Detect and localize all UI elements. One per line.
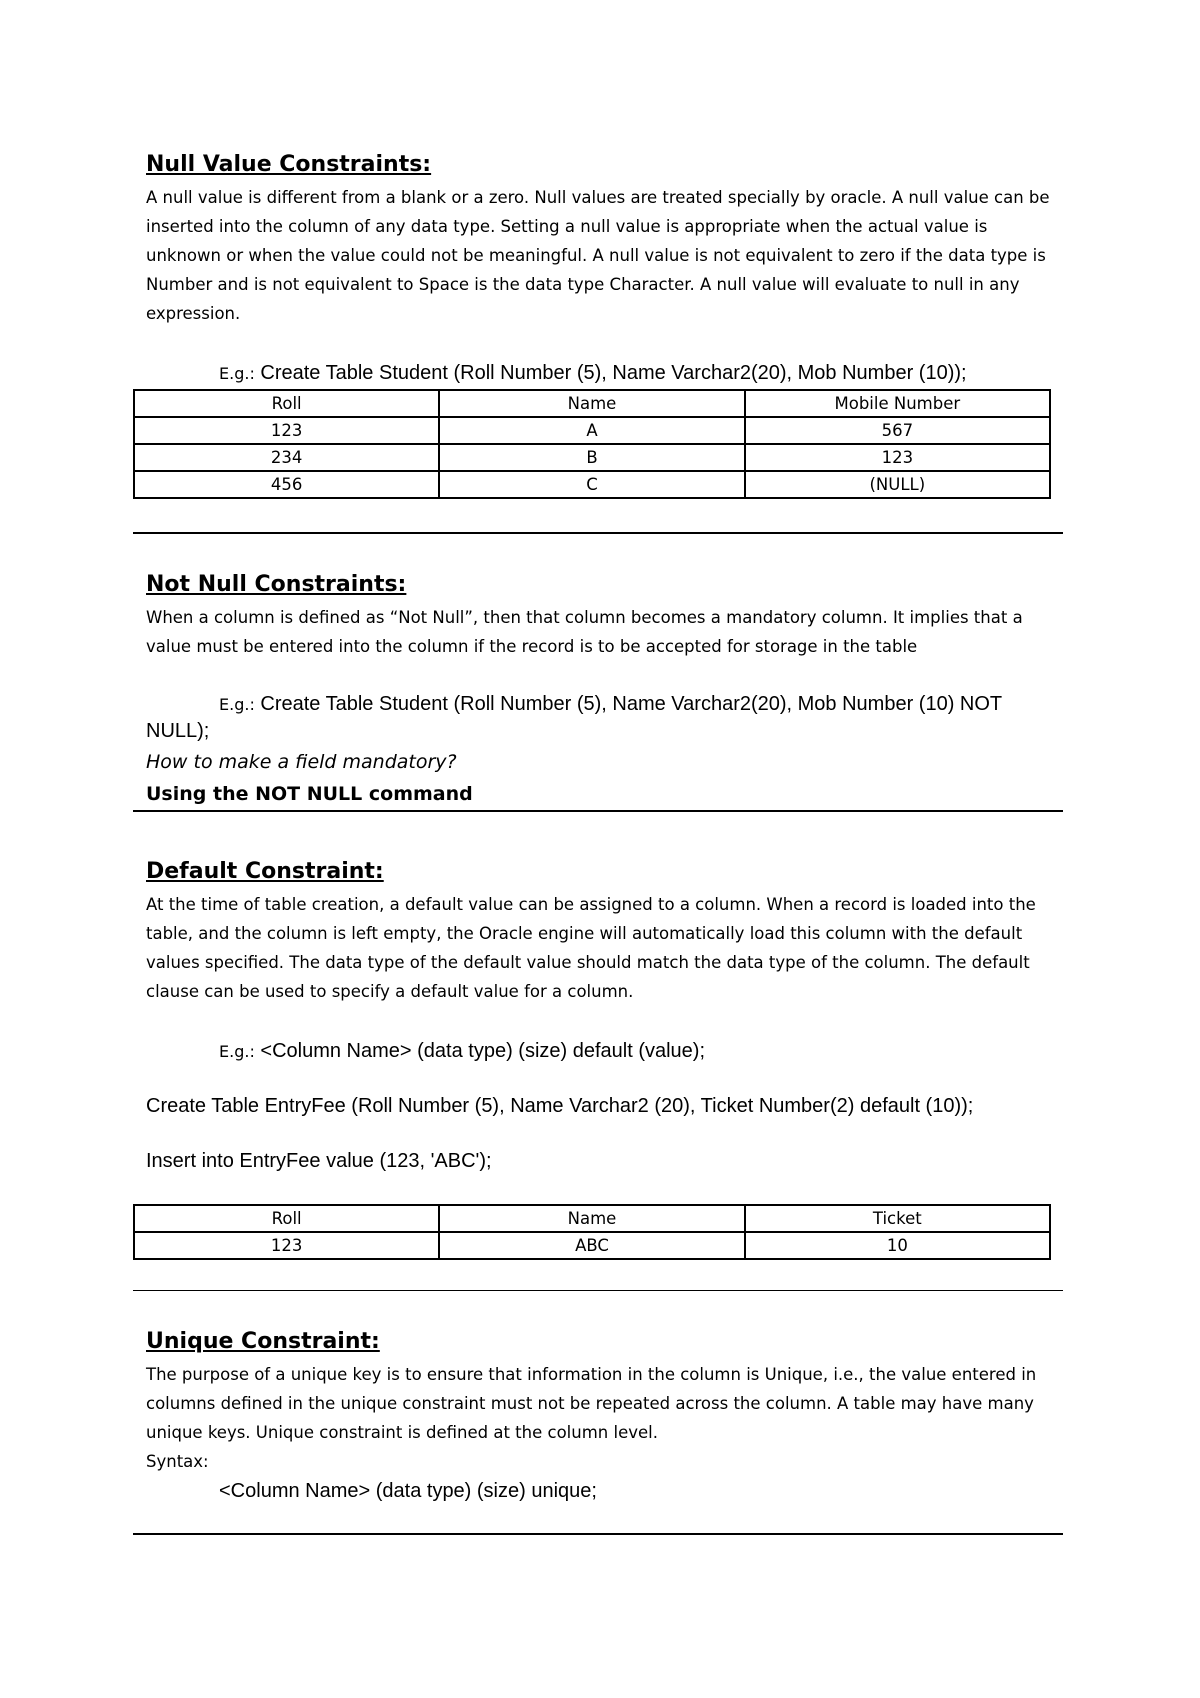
table-cell: 234 bbox=[134, 444, 439, 471]
table-cell: B bbox=[439, 444, 744, 471]
default-table bbox=[133, 1204, 1051, 1260]
not-null-example bbox=[146, 691, 1062, 745]
table-row bbox=[134, 471, 1050, 498]
not-null-body: When a column is defined as “Not Null”, then that column becomes a mandatory column. It implies that a value must be entered into the column if the record is to be accepted for storage in the table bbox=[146, 608, 1023, 656]
unique-syntax-label: Syntax: bbox=[146, 1452, 209, 1471]
default-example bbox=[146, 1038, 1135, 1065]
eg-label: E.g.: bbox=[219, 364, 255, 383]
section-divider bbox=[133, 1533, 1063, 1535]
table-row bbox=[134, 417, 1050, 444]
table-row bbox=[134, 444, 1050, 471]
not-null-heading: Not Null Constraints: bbox=[146, 572, 407, 597]
default-code-insert: Insert into EntryFee value (123, 'ABC'); bbox=[146, 1150, 492, 1172]
table-cell: 567 bbox=[745, 417, 1050, 444]
section-divider bbox=[133, 1290, 1063, 1291]
example-code: Create Table Student (Roll Number (5), Name Varchar2(20), Mob Number (10) NOT NULL); bbox=[146, 693, 1002, 742]
table-header-row bbox=[134, 390, 1050, 417]
eg-label: E.g.: bbox=[219, 1042, 255, 1061]
table-cell: C bbox=[439, 471, 744, 498]
table-header-cell: Name bbox=[439, 390, 744, 417]
default-heading: Default Constraint: bbox=[146, 859, 384, 884]
null-value-body: A null value is different from a blank or a zero. Null values are treated specially by oracle. A null value can be inserted into the column of any data type. Setting a null value is appropriate when the actual value is unknown or when the value could not be meaningful. A null value is not equivalent to zero if the data type is Number and is not equivalent to Space is the data type Character. A null value will evaluate to null in any expression. bbox=[146, 188, 1050, 323]
table-cell: 123 bbox=[134, 417, 439, 444]
unique-heading: Unique Constraint: bbox=[146, 1329, 380, 1354]
table-header-cell: Name bbox=[439, 1205, 744, 1232]
table-cell: ABC bbox=[439, 1232, 744, 1259]
section-divider bbox=[133, 532, 1063, 534]
unique-body: The purpose of a unique key is to ensure that information in the column is Unique, i.e., the value entered in columns defined in the unique constraint must not be repeated across the column. A table may have many unique keys. Unique constraint is defined at the column level. bbox=[146, 1365, 1037, 1442]
table-cell: 10 bbox=[745, 1232, 1050, 1259]
table-header-cell: Ticket bbox=[745, 1205, 1050, 1232]
eg-label: E.g.: bbox=[219, 695, 255, 714]
example-code: <Column Name> (data type) (size) default (value); bbox=[254, 1040, 706, 1062]
unique-syntax: <Column Name> (data type) (size) unique; bbox=[219, 1480, 597, 1502]
default-body: At the time of table creation, a default value can be assigned to a column. When a record is loaded into the table, and the column is left empty, the Oracle engine will automatically load this column with the default values specified. The data type of the default value should match the data type of the column. The default clause can be used to specify a default value for a column. bbox=[146, 895, 1036, 1001]
table-header-cell: Roll bbox=[134, 1205, 439, 1232]
table-row bbox=[134, 1232, 1050, 1259]
null-value-example bbox=[146, 360, 1135, 387]
table-cell: A bbox=[439, 417, 744, 444]
table-cell: 123 bbox=[745, 444, 1050, 471]
section-divider bbox=[133, 810, 1063, 812]
not-null-question: How to make a field mandatory? bbox=[146, 751, 457, 773]
example-code: Create Table Student (Roll Number (5), Name Varchar2(20), Mob Number (10)); bbox=[254, 362, 967, 384]
table-header-cell: Roll bbox=[134, 390, 439, 417]
table-header-cell: Mobile Number bbox=[745, 390, 1050, 417]
not-null-answer: Using the NOT NULL command bbox=[146, 783, 473, 805]
default-code-create: Create Table EntryFee (Roll Number (5), Name Varchar2 (20), Ticket Number(2) default (10)); bbox=[146, 1095, 974, 1117]
table-cell: 456 bbox=[134, 471, 439, 498]
null-value-table bbox=[133, 389, 1051, 499]
table-header-row bbox=[134, 1205, 1050, 1232]
null-value-heading: Null Value Constraints: bbox=[146, 152, 432, 177]
table-cell: 123 bbox=[134, 1232, 439, 1259]
table-cell: (NULL) bbox=[745, 471, 1050, 498]
